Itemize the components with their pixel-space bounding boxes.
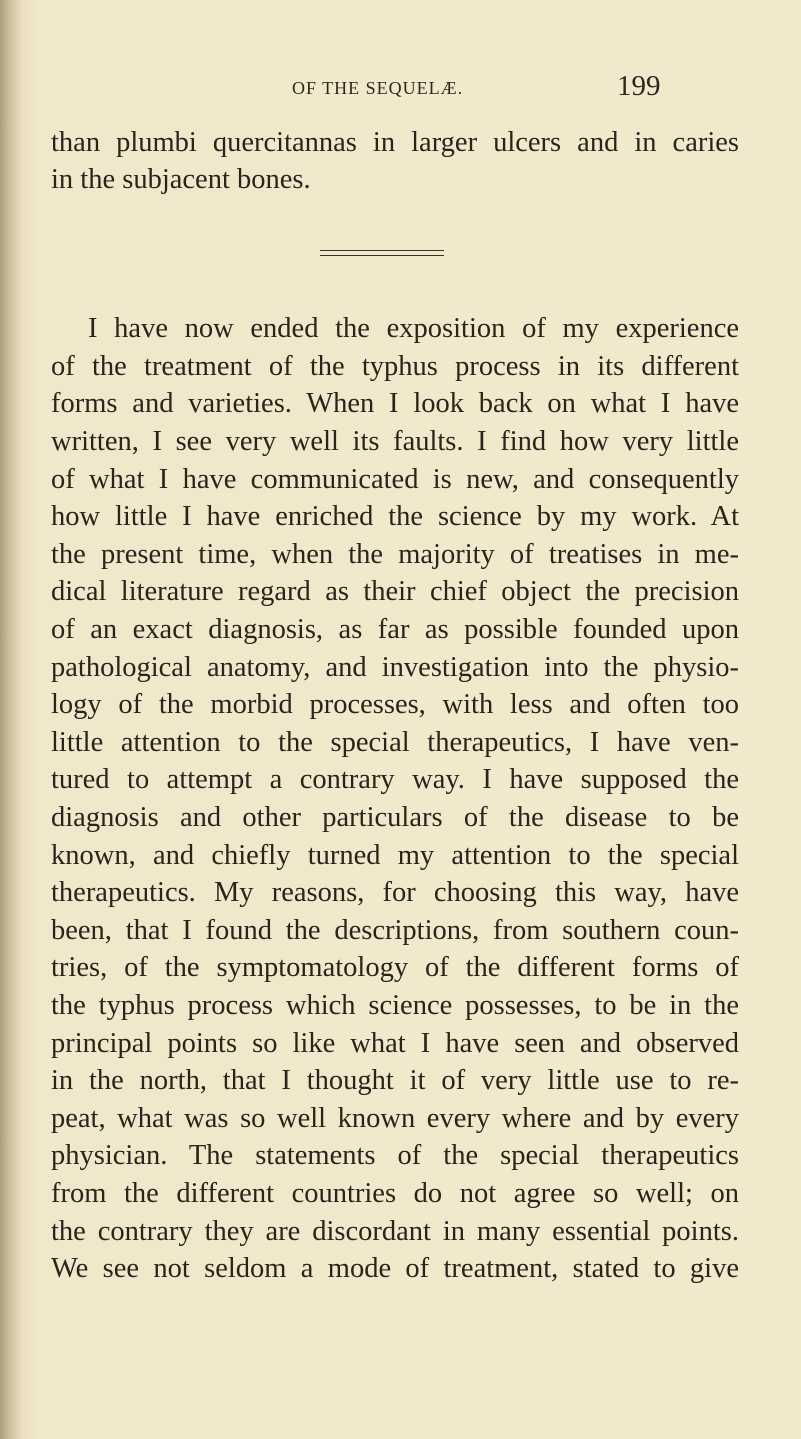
text-line: of the treatment of the typhus process in its different [51,351,739,382]
text-line: in the north, that I thought it of very little use to re- [51,1065,739,1096]
text-line: tured to attempt a contrary way. I have supposed the [51,764,739,795]
text-line: written, I see very well its faults. I find how very little [51,426,739,457]
section-divider-rule [320,255,444,256]
text-line: logy of the morbid processes, with less and often too [51,689,739,720]
text-line: diagnosis and other particulars of the disease to be [51,802,739,833]
text-line: how little I have enriched the science by my work. At [51,501,739,532]
text-line: forms and varieties. When I look back on what I have [51,388,739,419]
text-line: tries, of the symptomatology of the different forms of [51,952,739,983]
text-line: of an exact diagnosis, as far as possible founded upon [51,614,739,645]
text-line: principal points so like what I have seen and observed [51,1028,739,1059]
text-line: peat, what was so well known every where and by every [51,1103,739,1134]
text-line: therapeutics. My reasons, for choosing this way, have [51,877,739,908]
text-line: than plumbi quercitannas in larger ulcers and in caries [51,127,739,158]
page-gutter-shadow [0,0,22,1439]
text-line: physician. The statements of the special therapeutics [51,1140,739,1171]
text-line: pathological anatomy, and investigation into the physio- [51,652,739,683]
text-line: been, that I found the descriptions, from southern coun- [51,915,739,946]
section-divider-rule [320,250,444,251]
text-line: dical literature regard as their chief object the precision [51,576,739,607]
running-title: OF THE SEQUELÆ. [292,78,464,98]
text-line: We see not seldom a mode of treatment, stated to give [51,1253,739,1284]
text-line: the contrary they are discordant in many essential points. [51,1216,739,1247]
text-line: from the different countries do not agree so well; on [51,1178,739,1209]
text-line: the present time, when the majority of treatises in me- [51,539,739,570]
text-line: the typhus process which science possesses, to be in the [51,990,739,1021]
text-line: I have now ended the exposition of my experience [88,313,739,344]
text-line: known, and chiefly turned my attention to the special [51,840,739,871]
text-line: of what I have communicated is new, and consequently [51,464,739,495]
text-line: little attention to the special therapeutics, I have ven- [51,727,739,758]
page-number: 199 [617,70,661,102]
text-line: in the subjacent bones. [51,164,311,195]
